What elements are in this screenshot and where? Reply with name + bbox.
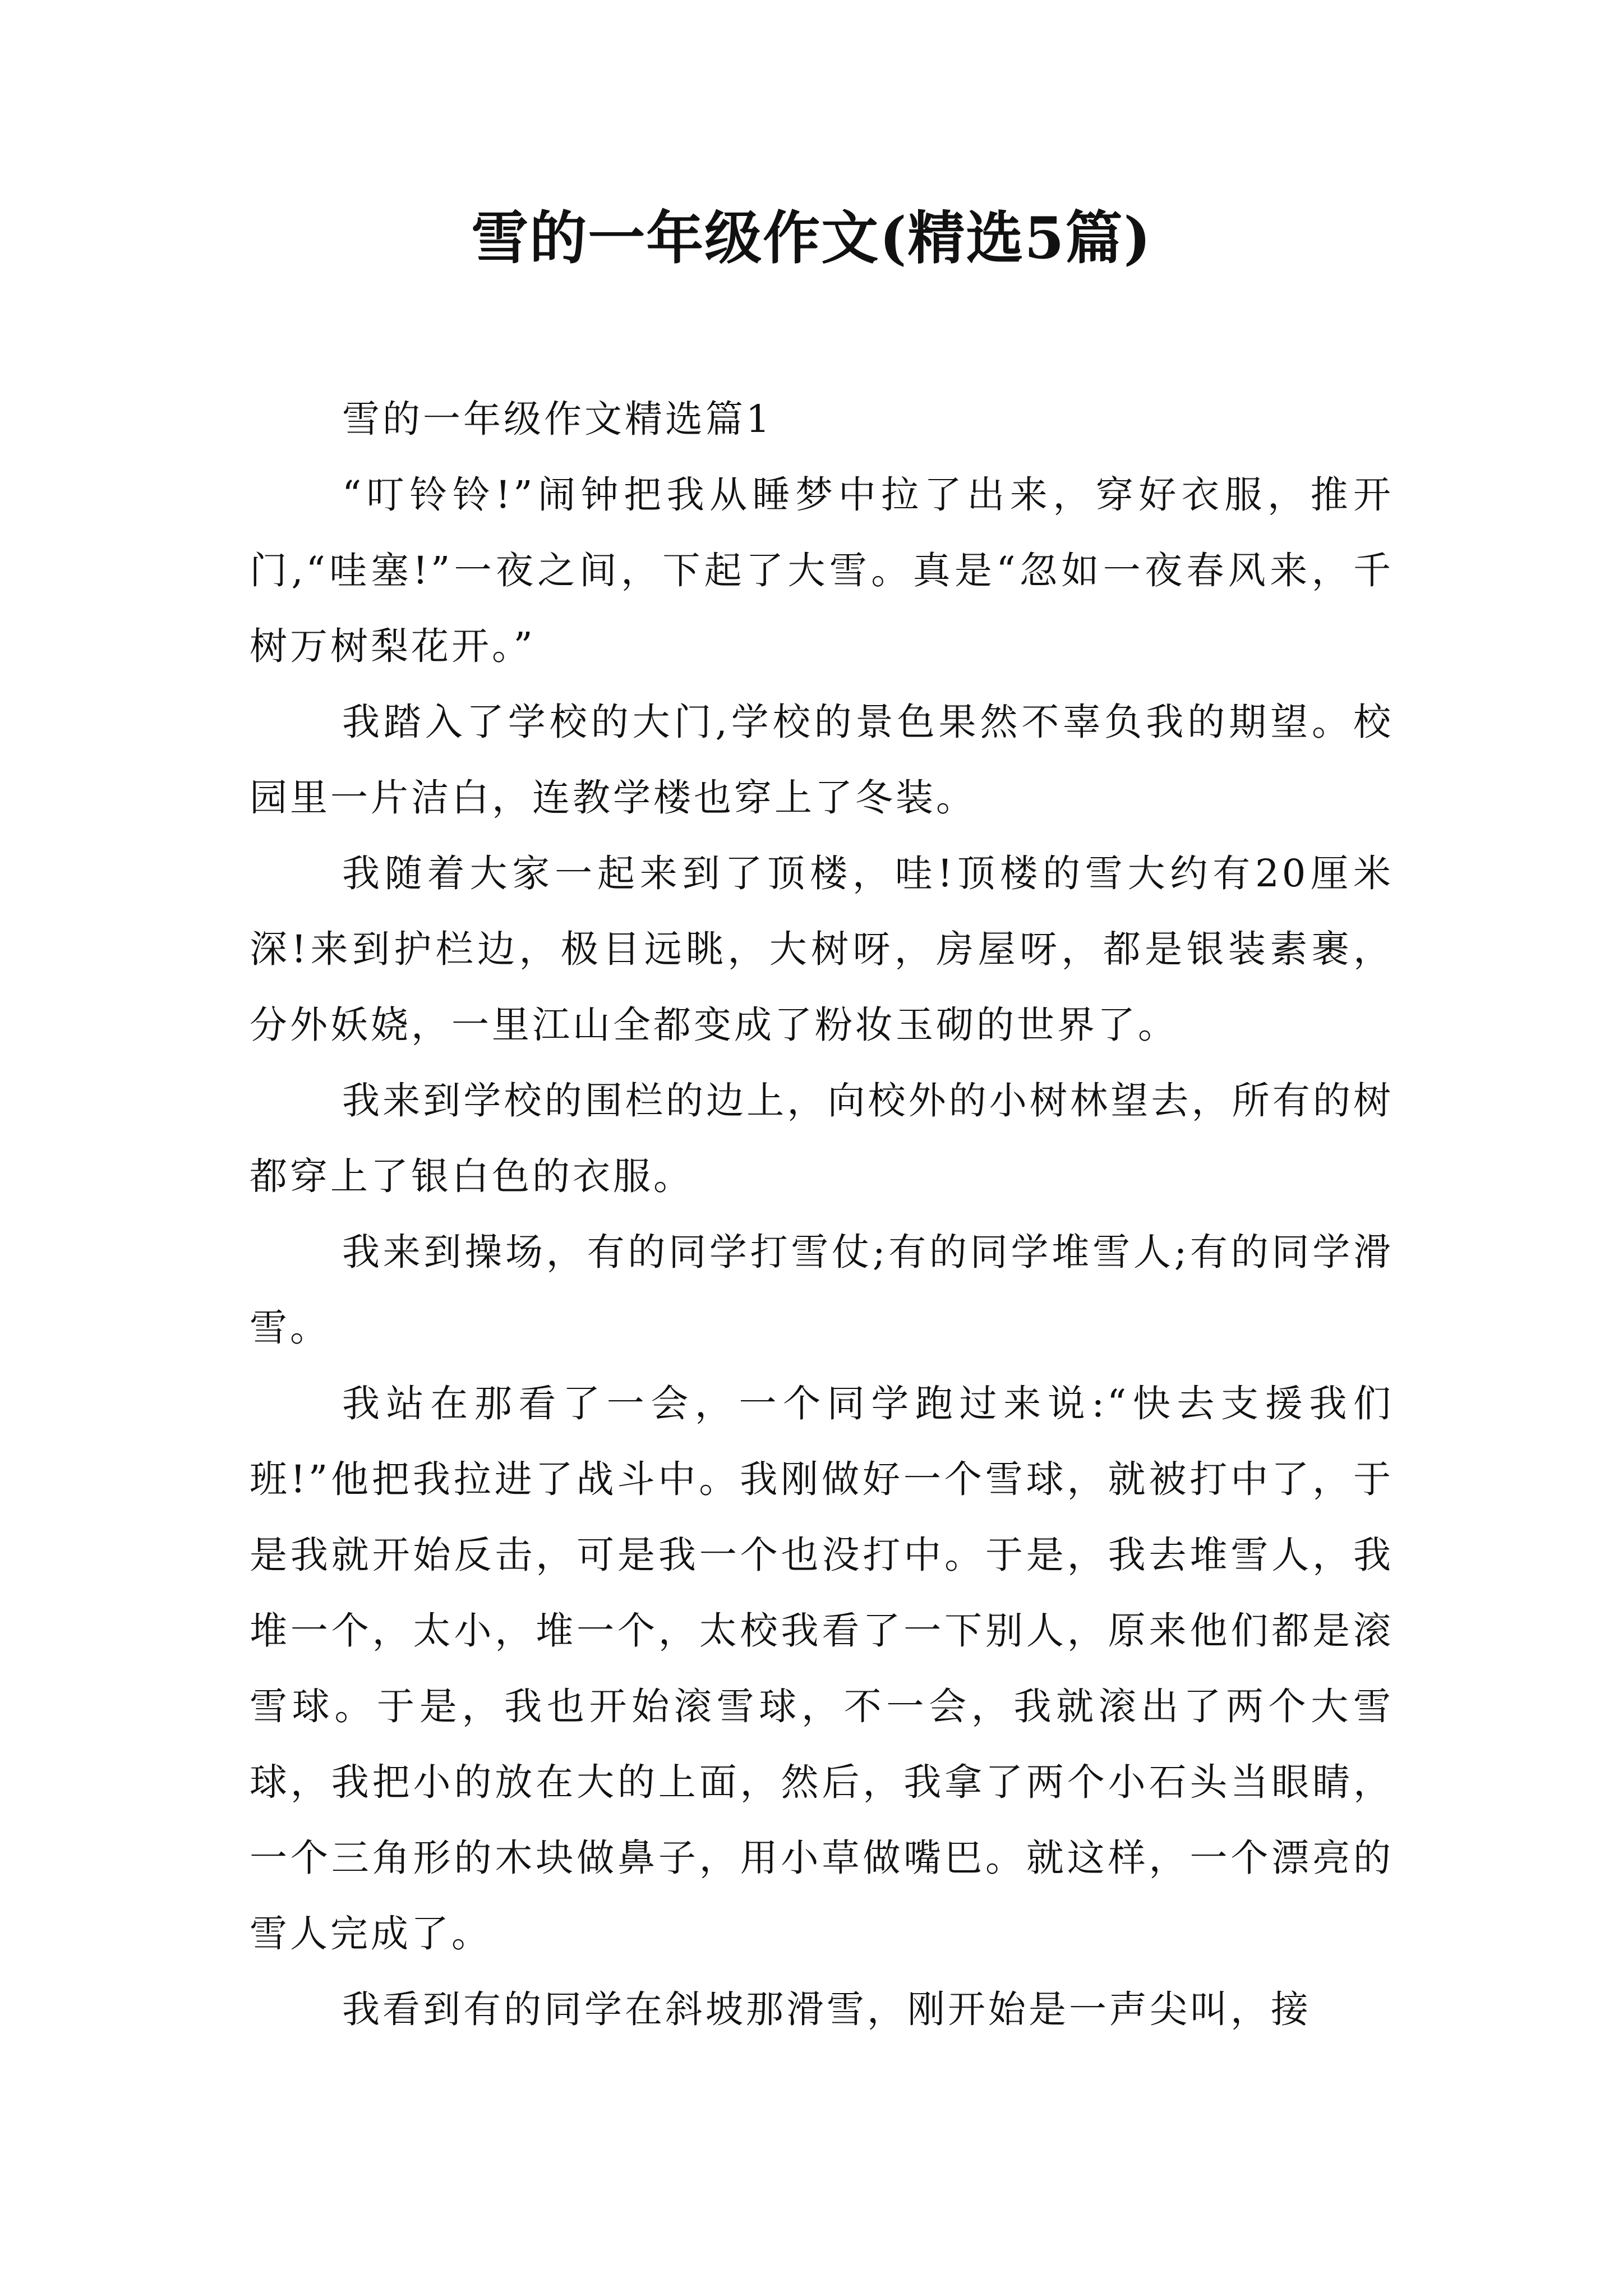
paragraph-5: 我来到操场，有的同学打雪仗;有的同学堆雪人;有的同学滑雪。: [250, 1230, 1394, 1350]
paragraph-3: 我随着大家一起来到了顶楼，哇!顶楼的雪大约有20厘米深!来到护栏边，极目远眺，大树呀，房屋呀，都是银装素裹，分外妖娆，一里江山全都变成了粉妆玉砌的世界了。: [250, 852, 1394, 1047]
paragraph-2: 我踏入了学校的大门,学校的景色果然不辜负我的期望。校园里一片洁白，连教学楼也穿上了冬装。: [250, 700, 1394, 820]
section-heading: 雪的一年级作文精选篇1: [342, 397, 773, 441]
paragraph-4: 我来到学校的围栏的边上，向校外的小树林望去，所有的树都穿上了银白色的衣服。: [250, 1079, 1394, 1198]
document-body: [250, 381, 1394, 2047]
paragraph-7: 我看到有的同学在斜坡那滑雪，刚开始是一声尖叫，接: [342, 1987, 1311, 2031]
document-title: 雪的一年级作文(精选5篇): [471, 205, 1152, 272]
paragraph-1: “叮铃铃!”闹钟把我从睡梦中拉了出来，穿好衣服，推开门,“哇塞!”一夜之间，下起了大雪。真是“忽如一夜春风来，千树万树梨花开。”: [250, 473, 1394, 668]
paragraph-6: 我站在那看了一会，一个同学跑过来说:“快去支援我们班!”他把我拉进了战斗中。我刚做好一个雪球，就被打中了，于是我就开始反击，可是我一个也没打中。于是，我去堆雪人，我堆一个，太小，堆一个，太校我看了一下别人，原来他们都是滚雪球。于是，我也开始滚雪球，不一会，我就滚出了两个大雪球，我把小的放在大的上面，然后，我拿了两个小石头当眼睛，一个三角形的木块做鼻子，用小草做嘴巴。就这样，一个漂亮的雪人完成了。: [250, 1382, 1394, 1955]
